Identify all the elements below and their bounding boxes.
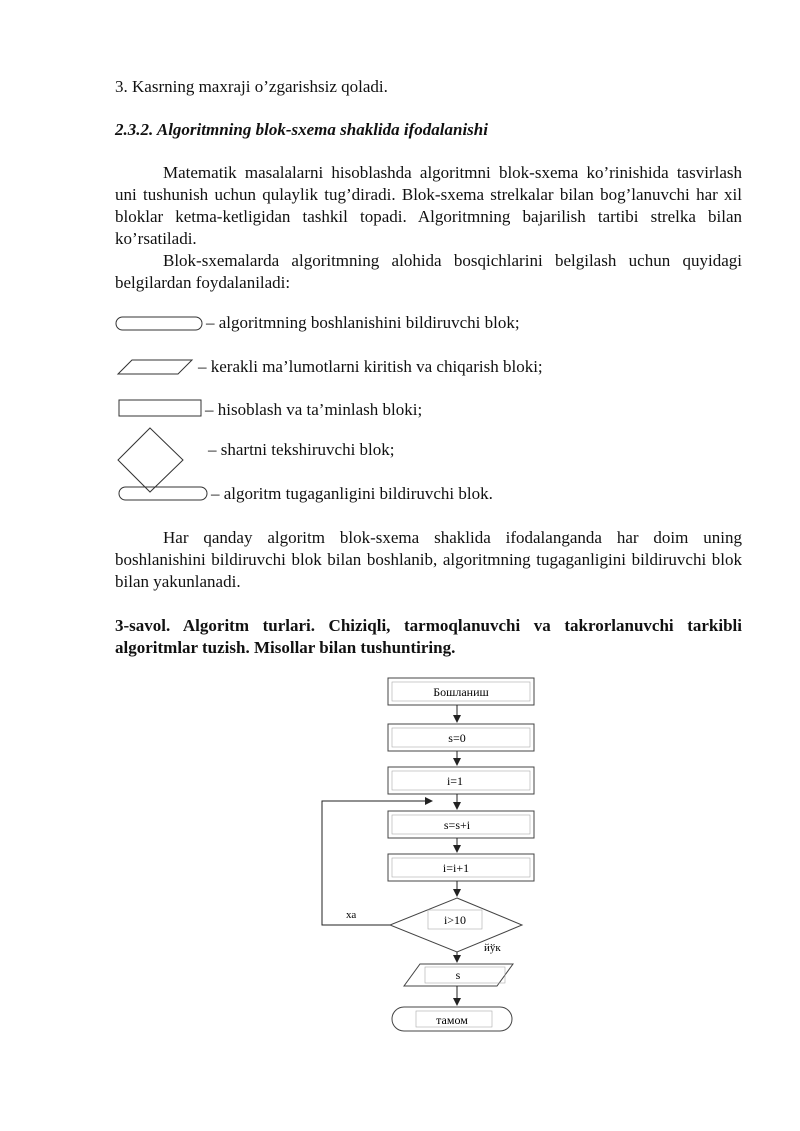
section-heading: 2.3.2. Algoritmning blok-sxema shaklida ifodalanishi (115, 120, 488, 139)
paragraph-rule: Har qanday algoritm blok-sxema shaklida ifodalanganda har doim uning boshlanishini bildiruvchi blok bilan boshlanib, algoritmning tugaganligini bildiruvchi blok bilan yakunlanadi. (115, 528, 742, 591)
legend-symbols (112, 312, 212, 512)
question-heading: 3-savol. Algoritm turlari. Chiziqli, tarmoqlanuvchi va takrorlanuvchi tarkibli algoritmlar tuzish. Misollar bilan tushuntiring. (115, 616, 742, 657)
end-block-symbol (119, 487, 207, 500)
legend-end-text: – algoritm tugaganligini bildiruvchi blok. (211, 484, 493, 503)
flow-yes-label: ха (346, 909, 357, 921)
process-block-symbol (119, 400, 201, 416)
start-block-symbol (116, 317, 202, 330)
legend-process-text: – hisoblash va ta’minlash bloki; (205, 400, 423, 419)
paragraph-intro: Matematik masalalarni hisoblashda algoritmni blok-sxema ko’rinishida tasvirlash uni tushunish uchun qulaylik tug’diradi. Blok-sxema strelkalar bilan bog’lanuvchi har xil bloklar ketma-ketligidan tashkil topadi. Algoritmning bajarilish tartibi strelka bilan ko’rsatiladi. (115, 163, 742, 248)
flow-output-label: s (455, 968, 461, 982)
paragraph-symbols: Blok-sxemalarda algoritmning alohida bosqichlarini belgilash uchun quyidagi belgilardan foydalaniladi: (115, 251, 742, 292)
legend-condition-text: – shartni tekshiruvchi blok; (208, 440, 395, 459)
flow-start-label: Бошланиш (433, 685, 489, 699)
flow-init-i-label: i=1 (446, 774, 464, 788)
flow-condition-label: i>10 (443, 913, 467, 927)
legend-start-text: – algoritmning boshlanishini bildiruvchi blok; (206, 313, 520, 332)
io-block-symbol (118, 360, 192, 374)
flow-end-label: тамом (436, 1013, 468, 1027)
flow-init-s-label: s=0 (448, 731, 466, 745)
flow-sum-label: s=s+i (443, 818, 471, 832)
flow-loop-arrow (322, 801, 431, 925)
legend-io-text: – kerakli ma’lumotlarni kiritish va chiqarish bloki; (198, 357, 543, 376)
text-line-denominator: 3. Kasrning maxraji o’zgarishsiz qoladi. (115, 77, 388, 96)
condition-block-symbol (118, 428, 183, 492)
flow-no-label: йўк (484, 942, 501, 954)
flowchart-diagram (310, 670, 550, 1040)
flow-increment-label: i=i+1 (442, 861, 470, 875)
